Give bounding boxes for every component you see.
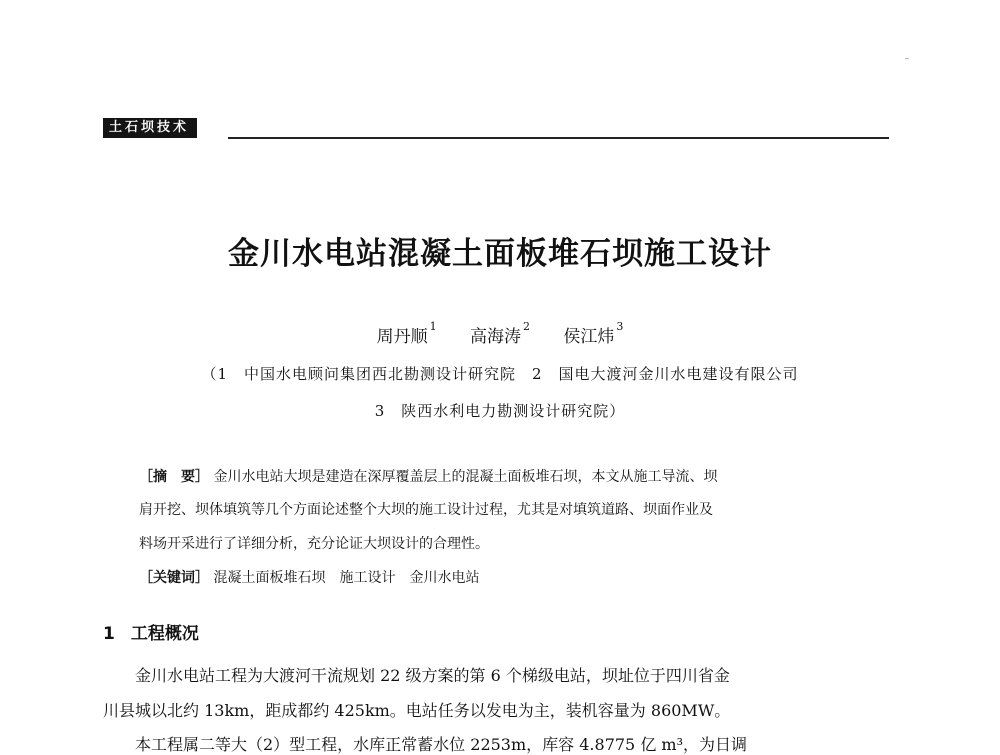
keywords-label: ［关键词］ bbox=[139, 570, 209, 586]
abstract-label: ［摘 要］ bbox=[139, 469, 209, 485]
abstract-text-1: 金川水电站大坝是建造在深厚覆盖层上的混凝土面板堆石坝，本文从施工导流、坝 bbox=[213, 469, 718, 485]
affiliation-line-1: （1 中国水电顾问集团西北勘测设计研究院 2 国电大渡河金川水电建设有限公司 bbox=[201, 365, 799, 383]
abstract-line-2: 肩开挖、坝体填筑等几个方面论述整个大坝的施工设计过程，尤其是对填筑道路、坝面作业及 bbox=[139, 502, 713, 518]
affiliation-line-2: 3 陕西水利电力勘测设计研究院） bbox=[374, 402, 626, 420]
section-tag: 土石坝技术 bbox=[103, 118, 197, 138]
author-1-name: 周丹顺 bbox=[376, 327, 428, 347]
author-3 bbox=[563, 320, 624, 347]
author-2 bbox=[470, 320, 530, 347]
author-3-name: 侯江炜 bbox=[563, 327, 615, 347]
body-paragraph-1-line-1: 金川水电站工程为大渡河干流规划 22 级方案的第 6 个梯级电站，坝址位于四川省金 bbox=[135, 666, 730, 685]
keywords-line bbox=[139, 567, 479, 587]
author-2-sup: 2 bbox=[523, 320, 530, 333]
section-number: 1 bbox=[103, 624, 115, 644]
author-1-sup: 1 bbox=[429, 320, 437, 333]
body-paragraph-2-line-1: 本工程属二等大（2）型工程，水库正常蓄水位 2253m，库容 4.8775 亿 m³，为日调 bbox=[135, 735, 747, 754]
author-3-sup: 3 bbox=[616, 320, 624, 333]
keywords-text: 混凝土面板堆石坝 施工设计 金川水电站 bbox=[213, 570, 480, 586]
section-rule bbox=[228, 137, 889, 139]
author-list bbox=[0, 322, 1000, 347]
author-2-name: 高海涛 bbox=[470, 327, 521, 347]
body-paragraph-1-line-2: 川县城以北约 13km，距成都约 425km。电站任务以发电为主，装机容量为 860MW。 bbox=[103, 701, 731, 720]
paper-title: 金川水电站混凝土面板堆石坝施工设计 bbox=[228, 236, 772, 272]
scan-mark bbox=[905, 58, 909, 59]
abstract-line-3: 料场开采进行了详细分析，充分论证大坝设计的合理性。 bbox=[139, 536, 489, 552]
section-heading-text: 工程概况 bbox=[130, 624, 199, 644]
abstract-line-1 bbox=[139, 466, 717, 486]
section-heading bbox=[103, 619, 199, 644]
author-1 bbox=[376, 320, 437, 347]
